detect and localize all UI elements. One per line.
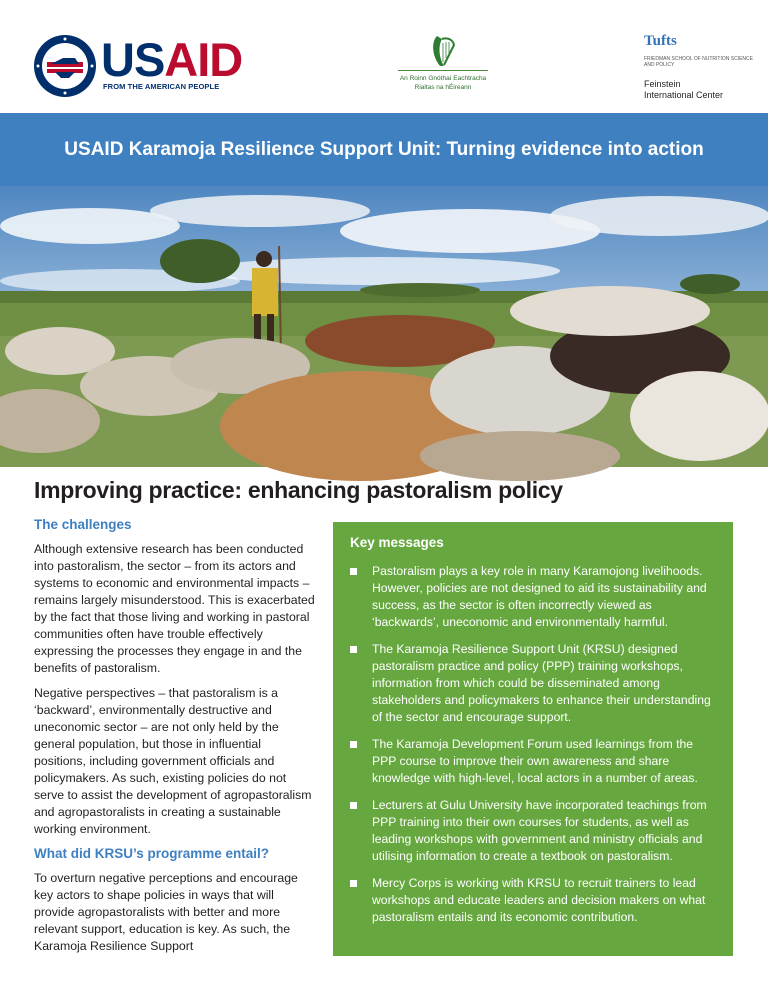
banner-title: USAID Karamoja Resilience Support Unit: Turning evidence into action [64,139,704,160]
feinstein-center-name [644,79,723,101]
bullet-square-icon [350,802,357,809]
programme-heading: What did KRSU’s programme entail? [34,846,270,861]
usaid-seal-icon [33,34,97,98]
harp-icon [428,34,458,68]
irish-aid-line1: An Roinn Gnóthaí Eachtracha [399,75,487,82]
usaid-wordmark-aid: AID [164,33,243,86]
usaid-wordmark [101,33,243,86]
key-messages-list [350,563,720,936]
title-banner [0,113,768,186]
list-item [350,797,720,865]
challenges-heading: The challenges [34,517,132,532]
list-item-text: Mercy Corps is working with KRSU to recruit trainers to lead workshops and educate leaders and decision makers on what pastoralism entails and its economic contribution. [372,876,706,924]
list-item-text: Lecturers at Gulu University have incorporated teachings from PPP training into their own courses for students, as well as leading workshops with government and ministry officials and utilising information to create a textbook on pastoralism. [372,798,707,863]
left-column [34,517,316,963]
bullet-square-icon [350,741,357,748]
pastoral-scene-image [0,186,768,467]
tufts-wordmark: Tufts [644,33,677,49]
list-item-text: The Karamoja Development Forum used learnings from the PPP course to improve their own awareness and share knowledge with high-level, local actors in a number of areas. [372,737,698,785]
key-messages-box [333,522,733,956]
list-item [350,563,720,631]
irish-aid-line2: Rialtas na hÉireann [414,84,472,91]
programme-paragraph: To overturn negative perceptions and encourage key actors to shape policies in ways that will provide agropastoralists with better and more relevant support, education is key. As such, the Karamoja Resilience Support [34,871,298,953]
bullet-square-icon [350,568,357,575]
usaid-tagline: FROM THE AMERICAN PEOPLE [103,82,220,91]
irish-aid-divider [398,70,488,71]
tufts-logo [644,33,754,103]
photo-credit: © Kevin Di Salvo [741,505,752,581]
list-item-text: Pastoralism plays a key role in many Karamojong livelihoods. However, policies are not designed to aid its sustainability and success, as the sector is often incorrectly viewed as ‘backwards’, uneconomic and environmentally harmful. [372,564,707,629]
header [0,0,768,113]
bullet-square-icon [350,646,357,653]
list-item [350,736,720,787]
usaid-wordmark-us: US [101,33,165,86]
bullet-square-icon [350,880,357,887]
tufts-school-name: FRIEDMAN SCHOOL OF NUTRITION SCIENCE AND POLICY [644,56,753,68]
center-name: International Center [644,90,724,100]
feinstein-name: Feinstein [644,79,681,89]
usaid-logo [33,34,248,98]
challenges-paragraph-1: Although extensive research has been conducted into pastoralism, the sector – from its actors and systems to economic and environmental impacts – remains largely misunderstood. This is exacerbated by the fact that those living and working in pastoral communities often have trouble effectively expressing the processes they engage in and the benefits of pastoralism. [34,542,315,675]
list-item-text: The Karamoja Resilience Support Unit (KRSU) designed pastoralism practice and policy (PPP) training workshops, information from which could be disseminated among stakeholders and policymakers to enhance their understanding of the sector and encourage support. [372,642,711,724]
list-item [350,641,720,726]
page-title: Improving practice: enhancing pastoralism policy [34,477,563,503]
irish-aid-logo [398,34,488,98]
key-messages-heading: Key messages [350,535,444,550]
challenges-paragraph-2: Negative perspectives – that pastoralism is a ‘backward’, environmentally destructive and uneconomic sector – are not only held by the general population, but those in influential positions, including government officials and policymakers. As such, existing policies do not serve to assist the development of agropastoralism and agropastoralists in creating a sustainable working environment. [34,686,312,836]
list-item [350,875,720,926]
